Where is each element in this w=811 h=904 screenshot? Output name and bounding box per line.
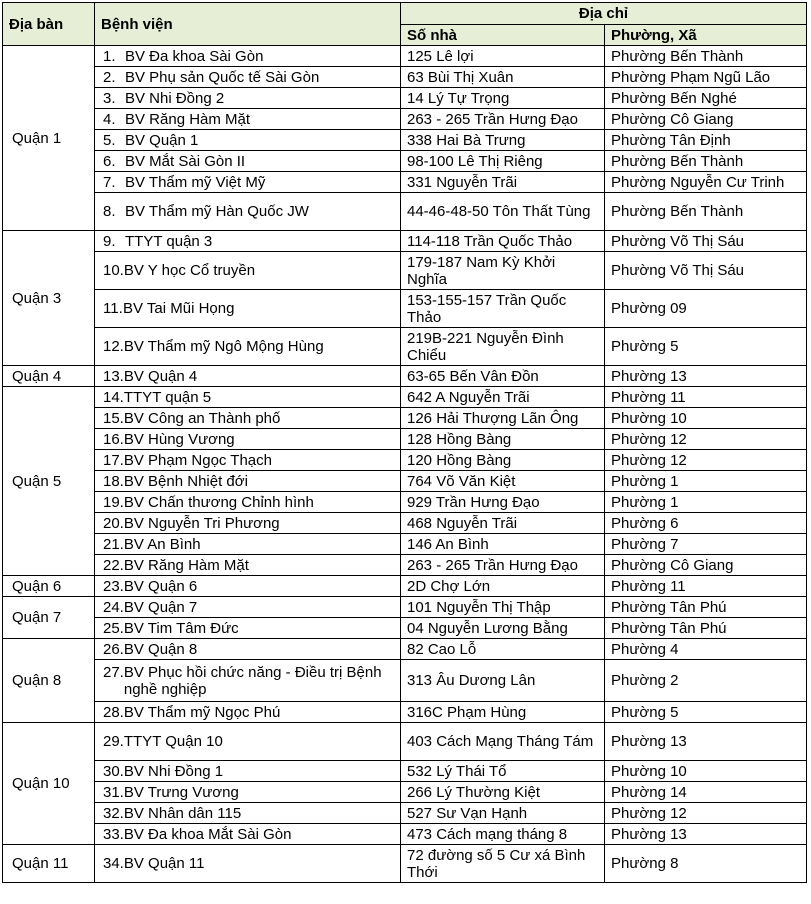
row-number: 10.	[103, 262, 124, 279]
row-number: 32.	[103, 804, 124, 822]
house-number-cell: 153-155-157 Trần Quốc Thảo	[401, 290, 605, 328]
house-number-cell: 313 Âu Dương Lân	[401, 660, 605, 702]
district-cell: Quận 5	[3, 387, 95, 576]
hospital-cell	[95, 845, 401, 883]
row-number: 20.	[103, 514, 124, 532]
house-number-cell: 98-100 Lê Thị Riêng	[401, 151, 605, 172]
hospital-name: BV Thẩm mỹ Hàn Quốc JW	[125, 203, 309, 220]
ward-cell: Phường 5	[605, 328, 807, 366]
house-number-cell: 2D Chợ Lớn	[401, 576, 605, 597]
table-row	[3, 618, 807, 639]
row-number: 4.	[103, 110, 116, 128]
hospital-cell	[95, 618, 401, 639]
row-number: 12.	[103, 338, 124, 355]
house-number-cell: 114-118 Trần Quốc Thảo	[401, 231, 605, 252]
hospital-cell	[95, 252, 401, 290]
house-number-cell: 125 Lê lợi	[401, 46, 605, 67]
hospital-name: BV Trưng Vương	[123, 783, 239, 801]
row-number: 8.	[103, 203, 116, 220]
ward-cell: Phường 8	[605, 845, 807, 883]
table-row	[3, 555, 807, 576]
ward-cell: Phường 09	[605, 290, 807, 328]
hospital-name: BV Chấn thương Chỉnh hình	[123, 493, 314, 511]
hospital-name: BV Quận 8	[123, 640, 198, 658]
house-number-cell: 527 Sư Vạn Hạnh	[401, 803, 605, 824]
house-number-cell: 642 A Nguyễn Trãi	[401, 387, 605, 408]
hospital-name: BV Quận 1	[125, 131, 199, 149]
hospital-cell	[95, 366, 401, 387]
ward-cell: Phường Cô Giang	[605, 109, 807, 130]
row-number: 6.	[103, 152, 116, 170]
row-number: 31.	[103, 783, 124, 801]
table-row	[3, 660, 807, 702]
table-row	[3, 328, 807, 366]
ward-cell: Phường 5	[605, 702, 807, 723]
house-number-cell: 82 Cao Lỗ	[401, 639, 605, 660]
table-row	[3, 782, 807, 803]
house-number-cell: 403 Cách Mạng Tháng Tám	[401, 723, 605, 761]
hospital-cell	[95, 597, 401, 618]
row-number: 19.	[103, 493, 124, 511]
table-row	[3, 597, 807, 618]
hospital-cell	[95, 328, 401, 366]
hospital-cell	[95, 290, 401, 328]
ward-cell: Phường 6	[605, 513, 807, 534]
hospital-name: TTYT quận 3	[125, 232, 213, 250]
hospital-name: BV Quận 11	[123, 855, 205, 872]
table-row	[3, 534, 807, 555]
ward-cell: Phường Tân Phú	[605, 597, 807, 618]
house-number-cell: 72 đường số 5 Cư xá Bình Thới	[401, 845, 605, 883]
table-row	[3, 429, 807, 450]
house-number-cell: 44-46-48-50 Tôn Thất Tùng	[401, 193, 605, 231]
hospital-name: BV Nhi Đồng 2	[125, 89, 225, 107]
row-number: 9.	[103, 232, 116, 250]
table-row	[3, 702, 807, 723]
header-hospital: Bệnh viện	[95, 3, 401, 46]
hospital-name: BV Phụ sản Quốc tế Sài Gòn	[125, 68, 320, 86]
row-number: 1.	[103, 47, 116, 65]
hospital-name: BV Hùng Vương	[123, 430, 235, 448]
ward-cell: Phường 2	[605, 660, 807, 702]
house-number-cell: 63-65 Bến Vân Đồn	[401, 366, 605, 387]
hospital-cell	[95, 803, 401, 824]
hospital-cell	[95, 67, 401, 88]
row-number: 16.	[103, 430, 124, 448]
hospital-cell	[95, 231, 401, 252]
ward-cell: Phường 12	[605, 450, 807, 471]
ward-cell: Phường Võ Thị Sáu	[605, 252, 807, 290]
row-number: 17.	[103, 451, 124, 469]
table-row	[3, 450, 807, 471]
header-ward: Phường, Xã	[605, 25, 807, 46]
district-cell: Quận 7	[3, 597, 95, 639]
ward-cell: Phường Phạm Ngũ Lão	[605, 67, 807, 88]
hospital-name: BV Tim Tâm Đức	[123, 619, 239, 637]
hospital-cell	[95, 513, 401, 534]
row-number: 26.	[103, 640, 124, 658]
house-number-cell: 219B-221 Nguyễn Đình Chiểu	[401, 328, 605, 366]
house-number-cell: 146 An Bình	[401, 534, 605, 555]
row-number: 15.	[103, 409, 124, 427]
table-row	[3, 46, 807, 67]
hospital-table	[2, 2, 807, 883]
ward-cell: Phường Tân Phú	[605, 618, 807, 639]
row-number: 28.	[103, 703, 124, 721]
header-district: Địa bàn	[3, 3, 95, 46]
ward-cell: Phường 11	[605, 576, 807, 597]
hospital-name: BV Răng Hàm Mặt	[123, 556, 249, 574]
hospital-cell	[95, 88, 401, 109]
hospital-name: BV An Bình	[123, 535, 201, 553]
hospital-cell	[95, 782, 401, 803]
hospital-name: BV Răng Hàm Mặt	[125, 110, 251, 128]
header-address: Địa chỉ	[401, 3, 807, 25]
hospital-cell	[95, 660, 401, 702]
hospital-cell	[95, 492, 401, 513]
hospital-cell	[95, 172, 401, 193]
ward-cell: Phường Tân Định	[605, 130, 807, 151]
ward-cell: Phường Bến Thành	[605, 46, 807, 67]
row-number: 30.	[103, 762, 124, 780]
ward-cell: Phường 10	[605, 761, 807, 782]
table-row	[3, 824, 807, 845]
hospital-cell	[95, 408, 401, 429]
ward-cell: Phường Võ Thị Sáu	[605, 231, 807, 252]
hospital-cell	[95, 450, 401, 471]
hospital-name: BV Quận 4	[123, 367, 198, 385]
house-number-cell: 179-187 Nam Kỳ Khởi Nghĩa	[401, 252, 605, 290]
row-number: 11.	[103, 300, 123, 317]
ward-cell: Phường Bến Thành	[605, 193, 807, 231]
ward-cell: Phường 12	[605, 803, 807, 824]
district-cell: Quận 4	[3, 366, 95, 387]
table-row	[3, 408, 807, 429]
house-number-cell: 473 Cách mạng tháng 8	[401, 824, 605, 845]
house-number-cell: 14 Lý Tự Trọng	[401, 88, 605, 109]
district-cell: Quận 1	[3, 46, 95, 231]
hospital-name: BV Thẩm mỹ Việt Mỹ	[125, 173, 266, 191]
row-number: 3.	[103, 89, 116, 107]
hospital-name: BV Thẩm mỹ Ngô Mộng Hùng	[123, 338, 324, 355]
ward-cell: Phường 7	[605, 534, 807, 555]
table-row	[3, 130, 807, 151]
house-number-cell: 263 - 265 Trần Hưng Đạo	[401, 109, 605, 130]
hospital-cell	[95, 46, 401, 67]
row-number: 18.	[103, 472, 124, 490]
ward-cell: Phường 13	[605, 366, 807, 387]
ward-cell: Phường 1	[605, 492, 807, 513]
header-house-number: Số nhà	[401, 25, 605, 46]
row-number: 23.	[103, 577, 124, 595]
row-number: 27.	[103, 663, 124, 681]
table-row	[3, 576, 807, 597]
row-number: 2.	[103, 68, 116, 86]
house-number-cell: 764 Võ Văn Kiệt	[401, 471, 605, 492]
hospital-name: BV Mắt Sài Gòn II	[125, 152, 246, 170]
table-row	[3, 231, 807, 252]
hospital-name: TTYT Quận 10	[123, 733, 223, 750]
table-row	[3, 723, 807, 761]
row-number: 24.	[103, 598, 124, 616]
hospital-name: BV Đa khoa Sài Gòn	[125, 47, 264, 65]
hospital-cell	[95, 193, 401, 231]
hospital-name: TTYT quận 5	[123, 388, 212, 406]
ward-cell: Phường Nguyễn Cư Trinh	[605, 172, 807, 193]
hospital-cell	[95, 639, 401, 660]
row-number: 5.	[103, 131, 116, 149]
table-row	[3, 639, 807, 660]
house-number-cell: 532 Lý Thái Tổ	[401, 761, 605, 782]
house-number-cell: 929 Trần Hưng Đạo	[401, 492, 605, 513]
hospital-cell	[95, 723, 401, 761]
ward-cell: Phường 1	[605, 471, 807, 492]
table-row	[3, 845, 807, 883]
table-row	[3, 88, 807, 109]
table-row	[3, 252, 807, 290]
ward-cell: Phường 12	[605, 429, 807, 450]
table-row	[3, 172, 807, 193]
row-number: 22.	[103, 556, 124, 574]
table-row	[3, 492, 807, 513]
ward-cell: Phường Bến Thành	[605, 151, 807, 172]
table-row	[3, 366, 807, 387]
district-cell: Quận 6	[3, 576, 95, 597]
hospital-cell	[95, 555, 401, 576]
row-number: 7.	[103, 173, 116, 191]
hospital-cell	[95, 130, 401, 151]
hospital-name: BV Quận 6	[123, 577, 198, 595]
hospital-cell	[95, 429, 401, 450]
table-row	[3, 151, 807, 172]
hospital-name: BV Đa khoa Mắt Sài Gòn	[123, 825, 292, 843]
row-number: 13.	[103, 367, 124, 385]
table-row	[3, 803, 807, 824]
house-number-cell: 128 Hồng Bàng	[401, 429, 605, 450]
hospital-cell	[95, 109, 401, 130]
house-number-cell: 468 Nguyễn Trãi	[401, 513, 605, 534]
ward-cell: Phường 14	[605, 782, 807, 803]
hospital-name: BV Nhân dân 115	[123, 804, 242, 822]
hospital-name: BV Quận 7	[123, 598, 198, 616]
ward-cell: Phường 13	[605, 824, 807, 845]
table-row	[3, 67, 807, 88]
house-number-cell: 04 Nguyễn Lương Bằng	[401, 618, 605, 639]
hospital-name: BV Thẩm mỹ Ngọc Phú	[123, 703, 281, 721]
hospital-cell	[95, 576, 401, 597]
table-row	[3, 471, 807, 492]
house-number-cell: 266 Lý Thường Kiệt	[401, 782, 605, 803]
row-number: 25.	[103, 619, 124, 637]
hospital-name: BV Phạm Ngọc Thạch	[123, 451, 272, 469]
hospital-name: BV Tai Mũi Họng	[123, 300, 235, 317]
hospital-cell	[95, 151, 401, 172]
hospital-cell	[95, 471, 401, 492]
hospital-name: BV Nguyễn Tri Phương	[123, 514, 280, 532]
hospital-name: BV Nhi Đồng 1	[123, 762, 224, 780]
table-row	[3, 193, 807, 231]
ward-cell: Phường 4	[605, 639, 807, 660]
table-row	[3, 387, 807, 408]
ward-cell: Phường 11	[605, 387, 807, 408]
hospital-name: BV Phục hồi chức năng - Điều trị Bệnh nghề nghiệp	[123, 663, 382, 698]
house-number-cell: 63 Bùi Thị Xuân	[401, 67, 605, 88]
table-row	[3, 290, 807, 328]
table-row	[3, 513, 807, 534]
row-number: 33.	[103, 825, 124, 843]
house-number-cell: 263 - 265 Trần Hưng Đạo	[401, 555, 605, 576]
row-number: 34.	[103, 855, 124, 872]
row-number: 21.	[103, 535, 124, 553]
table-body	[3, 46, 807, 883]
hospital-name: BV Y học Cổ truyền	[123, 262, 256, 279]
ward-cell: Phường Cô Giang	[605, 555, 807, 576]
hospital-cell	[95, 824, 401, 845]
house-number-cell: 120 Hồng Bàng	[401, 450, 605, 471]
district-cell: Quận 8	[3, 639, 95, 723]
hospital-cell	[95, 534, 401, 555]
house-number-cell: 338 Hai Bà Trưng	[401, 130, 605, 151]
hospital-cell	[95, 702, 401, 723]
house-number-cell: 126 Hải Thượng Lãn Ông	[401, 408, 605, 429]
table-row	[3, 761, 807, 782]
table-row	[3, 109, 807, 130]
row-number: 29.	[103, 733, 124, 750]
house-number-cell: 101 Nguyễn Thị Thập	[401, 597, 605, 618]
row-number: 14.	[103, 388, 124, 406]
hospital-cell	[95, 387, 401, 408]
hospital-cell	[95, 761, 401, 782]
ward-cell: Phường 13	[605, 723, 807, 761]
district-cell: Quận 3	[3, 231, 95, 366]
ward-cell: Phường Bến Nghé	[605, 88, 807, 109]
house-number-cell: 316C Phạm Hùng	[401, 702, 605, 723]
ward-cell: Phường 10	[605, 408, 807, 429]
district-cell: Quận 11	[3, 845, 95, 883]
house-number-cell: 331 Nguyễn Trãi	[401, 172, 605, 193]
district-cell: Quận 10	[3, 723, 95, 845]
hospital-name: BV Bệnh Nhiệt đới	[123, 472, 248, 490]
hospital-name: BV Công an Thành phố	[123, 409, 281, 427]
